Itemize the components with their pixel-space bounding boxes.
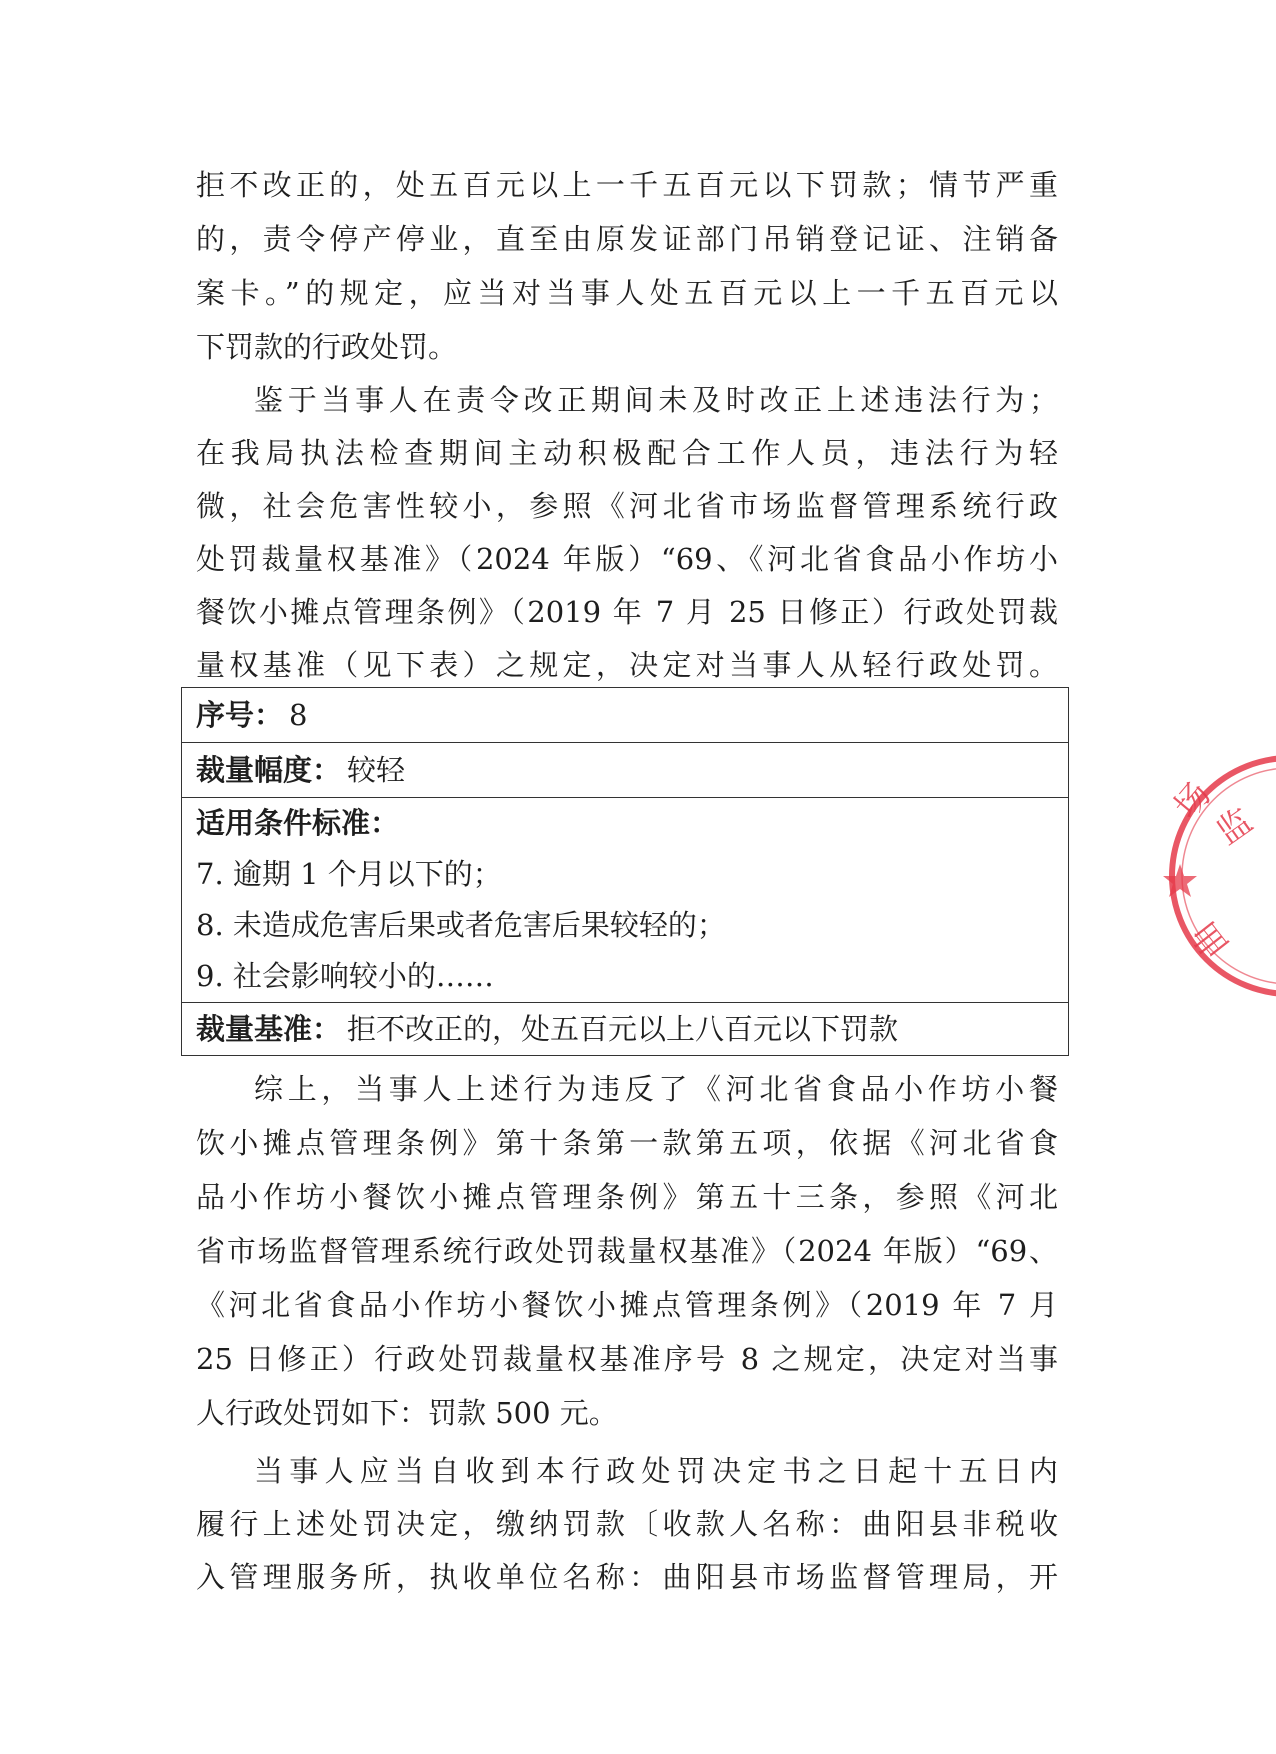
paragraph-mitigation [196,374,1058,692]
paragraph-line: 《河北省食品小作坊小餐饮小摊点管理条例》（2019 年 7 月 [196,1288,1058,1322]
paragraph-line: 入管理服务所，执收单位名称：曲阳县市场监督管理局，开 [196,1560,1058,1594]
table-row-conditions [182,797,1068,1002]
paragraph-conclusion [196,1062,1058,1440]
condition-item: 7. 逾期 1 个月以下的； [196,857,502,891]
seal-star-icon [1163,864,1197,897]
paragraph-line: 品小作坊小餐饮小摊点管理条例》第五十三条，参照《河北 [196,1180,1058,1214]
paragraph-line: 案卡。”的规定，应当对当事人处五百元以上一千五百元以 [196,276,1058,310]
paragraph-line: 下罚款的行政处罚。 [196,330,458,364]
serial-label: 序号： [196,698,284,732]
paragraph-line: 履行上述处罚决定，缴纳罚款〔收款人名称：曲阳县非税收 [196,1507,1058,1541]
paragraph-line: 量权基准（见下表）之规定，决定对当事人从轻行政处罚。 [196,648,1058,682]
standard-value: 拒不改正的，处五百元以上八百元以下罚款 [347,1012,899,1046]
paragraph-line: 25 日修正）行政处罚裁量权基准序号 8 之规定，决定对当事 [196,1342,1058,1376]
paragraph-line: 拒不改正的，处五百元以上一千五百元以下罚款；情节严重 [196,168,1058,202]
table-row-standard [182,1002,1068,1055]
paragraph-penalty-clause [196,158,1058,374]
table-row-range [182,742,1068,797]
paragraph-line: 处罚裁量权基准》（2024 年版）“69、《河北省食品小作坊小 [196,542,1058,576]
paragraph-line: 在我局执法检查期间主动积极配合工作人员，违法行为轻 [196,436,1058,470]
paragraph-line: 人行政处罚如下：罚款 500 元。 [196,1396,618,1430]
standard-label: 裁量基准： [196,1012,342,1046]
seal-text-char: 监 [1209,800,1260,853]
seal-text-char: 场 [1166,774,1220,827]
paragraph-line: 餐饮小摊点管理条例》（2019 年 7 月 25 日修正）行政处罚裁 [196,595,1058,629]
range-label: 裁量幅度： [196,753,342,787]
paragraph-line: 当事人应当自收到本行政处罚决定书之日起十五日内 [254,1454,1058,1488]
range-value: 较轻 [347,753,406,787]
condition-item: 8. 未造成危害后果或者危害后果较轻的； [196,908,726,942]
paragraph-line: 的，责令停产停业，直至由原发证部门吊销登记证、注销备 [196,222,1058,256]
paragraph-payment [196,1445,1058,1604]
seal-text-char: 曲 [1184,913,1238,966]
paragraph-line: 鉴于当事人在责令改正期间未及时改正上述违法行为； [254,383,1058,417]
discretion-standard-table [181,687,1069,1056]
paragraph-line: 微，社会危害性较小，参照《河北省市场监督管理系统行政 [196,489,1058,523]
paragraph-line: 省市场监督管理系统行政处罚裁量权基准》（2024 年版）“69、 [196,1234,1058,1268]
conditions-label: 适用条件标准： [196,806,400,840]
table-row-serial [182,688,1068,742]
paragraph-line: 综上，当事人上述行为违反了《河北省食品小作坊小餐 [254,1072,1058,1106]
paragraph-line: 饮小摊点管理条例》第十条第一款第五项，依据《河北省食 [196,1126,1058,1160]
condition-item: 9. 社会影响较小的…… [196,959,494,993]
serial-value: 8 [289,698,308,732]
official-seal-stamp [1150,740,1276,1020]
